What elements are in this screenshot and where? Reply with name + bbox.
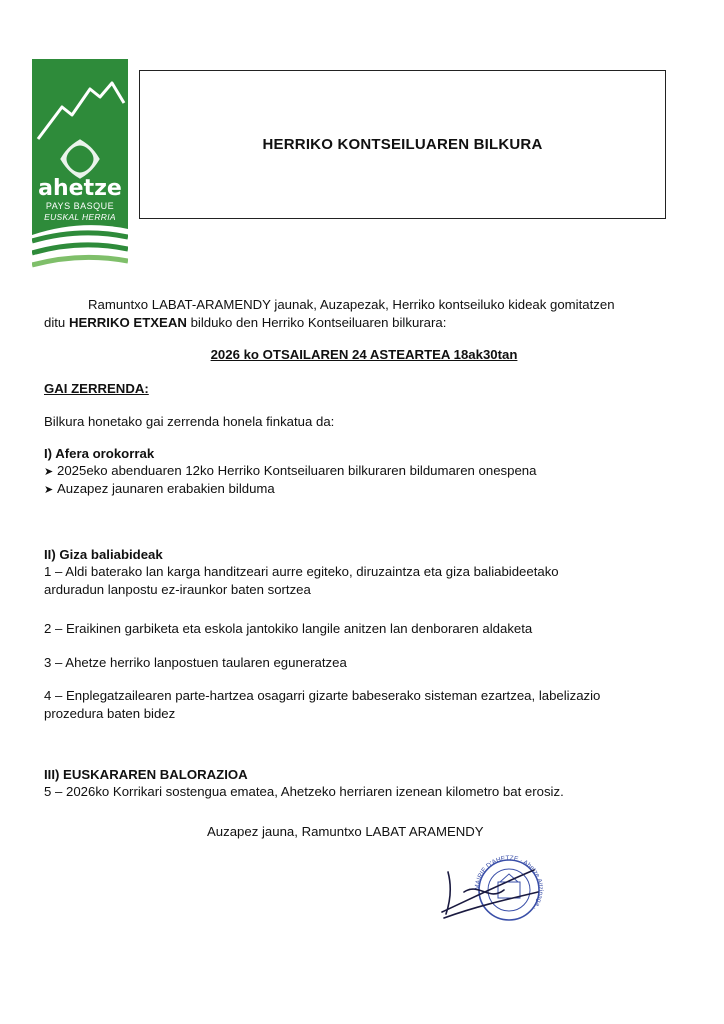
- agenda-item-line: arduradun lanpostu ez-iraunkor baten sortzea: [44, 582, 311, 597]
- logo-line1: PAYS BASQUE: [45, 201, 115, 211]
- logo-wave-3: [32, 245, 128, 253]
- agenda-item: [44, 687, 684, 723]
- intro-line-2: [44, 314, 684, 332]
- bullet-text: 2025eko abenduaren 12ko Herriko Kontseiluaren bilkuraren bildumaren onespena: [57, 463, 537, 478]
- agenda-item: 2 – Eraikinen garbiketa eta eskola jantokiko langile anitzen lan denboraren aldaketa: [44, 621, 533, 636]
- stamp-text: MAIRIE D'AHETZE · Ahetze Aitzinaga ·: [473, 854, 544, 912]
- arrow-bullet-icon: ➤: [44, 484, 54, 496]
- agenda-item-line: 4 – Enplegatzailearen parte-hartzea osagarri gizarte babeserako sisteman ezartzea, labelizazio: [44, 688, 601, 703]
- intro-bold: HERRIKO ETXEAN: [68, 315, 187, 330]
- signature-line: Auzapez jauna, Ramuntxo LABAT ARAMENDY: [207, 824, 484, 839]
- section-1-bullet: [44, 480, 684, 499]
- section-2-heading: II) Giza baliabideak: [44, 547, 163, 562]
- bullet-text: Auzapez jaunaren erabakien bilduma: [57, 481, 275, 496]
- title-box: [139, 70, 666, 219]
- agenda-item: 3 – Ahetze herriko lanpostuen taularen eguneratzea: [44, 655, 347, 670]
- agenda-item-line: prozedura baten bidez: [44, 706, 176, 721]
- intro-pre: ditu: [44, 315, 69, 330]
- page-title: HERRIKO KONTSEILUAREN BILKURA: [262, 136, 543, 153]
- handwritten-signature: [442, 870, 538, 918]
- arrow-bullet-icon: ➤: [44, 466, 54, 478]
- section-1-bullet: [44, 462, 684, 481]
- meeting-date: 2026 ko OTSAILAREN 24 ASTEARTEA 18ak30tan: [210, 347, 518, 362]
- section-3-heading: III) EUSKARAREN BALORAZIOA: [44, 767, 248, 782]
- intro-post: bilduko den Herriko Kontseiluaren bilkurara:: [186, 315, 447, 330]
- section-1-heading: I) Afera orokorrak: [44, 446, 155, 461]
- agenda-item: 5 – 2026ko Korrikari sostengua ematea, Ahetzeko herriaren izenean kilometro bat erosiz.: [44, 784, 564, 799]
- intro-paragraph: [44, 296, 684, 332]
- agenda-intro: Bilkura honetako gai zerrenda honela finkatua da:: [44, 414, 335, 429]
- logo-brand: ahetze: [38, 176, 122, 201]
- agenda-item: [44, 563, 684, 599]
- agenda-heading: GAI ZERRENDA:: [44, 381, 149, 396]
- ahetze-logo: [32, 59, 128, 273]
- agenda-item-line: 1 – Aldi baterako lan karga handitzeari aurre egiteko, diruzaintza eta giza baliabideetako: [44, 564, 559, 579]
- mayor-stamp-signature: [434, 852, 544, 927]
- logo-line2: EUSKAL HERRIA: [44, 212, 116, 222]
- intro-line-1: Ramuntxo LABAT-ARAMENDY jaunak, Auzapezak, Herriko kontseiluko kideak gomitatzen: [88, 297, 615, 312]
- logo-wave-4: [32, 257, 128, 265]
